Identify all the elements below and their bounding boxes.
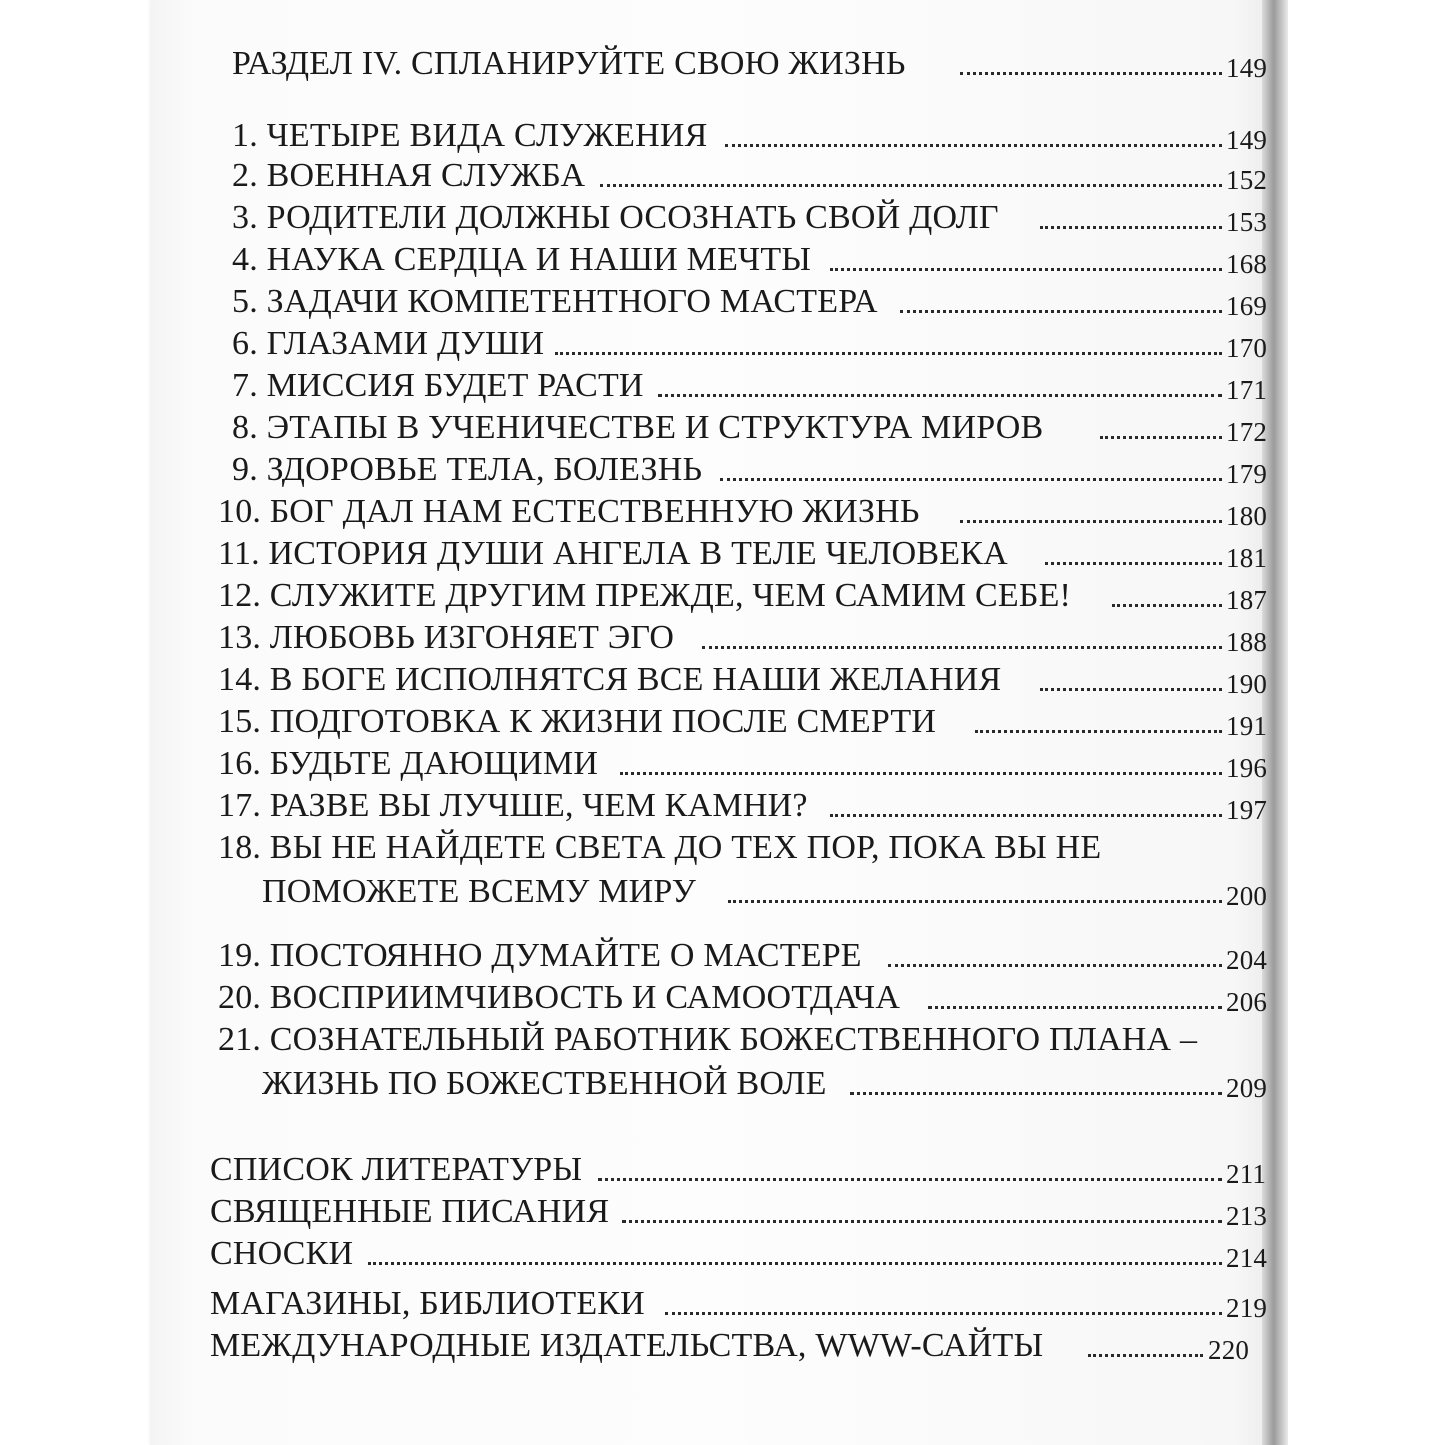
dot-leader (850, 1072, 1222, 1095)
toc-entry (0, 534, 1445, 574)
page-number: 206 (1226, 987, 1268, 1017)
toc-entry-multiline (0, 828, 1445, 912)
toc-entry (0, 492, 1445, 532)
toc-entry (0, 408, 1445, 448)
toc-entry-text: 17. РАЗВЕ ВЫ ЛУЧШЕ, ЧЕМ КАМНИ? (218, 787, 808, 824)
appendix-entry-text: МАГАЗИНЫ, БИБЛИОТЕКИ (210, 1285, 645, 1322)
page-number: 204 (1226, 945, 1268, 975)
toc-entry (0, 978, 1445, 1018)
page-number: 149 (1226, 125, 1268, 155)
toc-entry-text: 5. ЗАДАЧИ КОМПЕТЕНТНОГО МАСТЕРА (232, 283, 878, 320)
dot-leader (960, 52, 1222, 75)
toc-entry-text: 3. РОДИТЕЛИ ДОЛЖНЫ ОСОЗНАТЬ СВОЙ ДОЛГ (232, 199, 999, 236)
dot-leader (1112, 584, 1222, 607)
dot-leader (600, 164, 1222, 187)
page-number: 168 (1226, 249, 1268, 279)
toc-entry-text: 1. ЧЕТЫРЕ ВИДА СЛУЖЕНИЯ (232, 117, 708, 154)
dot-leader (1088, 1334, 1203, 1357)
toc-entry-text: 18. ВЫ НЕ НАЙДЕТЕ СВЕТА ДО ТЕХ ПОР, ПОКА ВЫ НЕ (218, 829, 1102, 866)
page-number: 179 (1226, 459, 1268, 489)
toc-entry-text-continued: ЖИЗНЬ ПО БОЖЕСТВЕННОЙ ВОЛЕ (262, 1065, 827, 1102)
page-number: 171 (1226, 375, 1268, 405)
page-number: 219 (1226, 1293, 1268, 1323)
dot-leader (702, 626, 1222, 649)
toc-entry-text: 19. ПОСТОЯННО ДУМАЙТЕ О МАСТЕРЕ (218, 937, 862, 974)
page-number: 149 (1226, 53, 1268, 83)
page-number: 211 (1226, 1159, 1267, 1189)
page-number: 209 (1226, 1073, 1268, 1103)
toc-entry (0, 198, 1445, 238)
toc-entry (0, 282, 1445, 322)
dot-leader (928, 986, 1222, 1009)
dot-leader (1045, 542, 1222, 565)
dot-leader (830, 794, 1222, 817)
toc-entry (0, 936, 1445, 976)
toc-entry-text: 2. ВОЕННАЯ СЛУЖБА (232, 157, 586, 194)
dot-leader (728, 880, 1222, 903)
page-number: 181 (1226, 543, 1268, 573)
appendix-entry-text: МЕЖДУНАРОДНЫЕ ИЗДАТЕЛЬСТВА, WWW-САЙТЫ (210, 1327, 1044, 1364)
toc-entry-text: 21. СОЗНАТЕЛЬНЫЙ РАБОТНИК БОЖЕСТВЕННОГО ПЛАНА – (218, 1021, 1198, 1058)
toc-entry-text: 7. МИССИЯ БУДЕТ РАСТИ (232, 367, 644, 404)
page-number: 196 (1226, 753, 1268, 783)
dot-leader (665, 1292, 1222, 1315)
page-number: 172 (1226, 417, 1268, 447)
page-number: 152 (1226, 165, 1268, 195)
toc-entry-text: 15. ПОДГОТОВКА К ЖИЗНИ ПОСЛЕ СМЕРТИ (218, 703, 937, 740)
page-number: 191 (1226, 711, 1268, 741)
toc-entry-text: 8. ЭТАПЫ В УЧЕНИЧЕСТВЕ И СТРУКТУРА МИРОВ (232, 409, 1044, 446)
page-number: 220 (1208, 1335, 1250, 1365)
dot-leader (1040, 668, 1222, 691)
appendix-entry (0, 1284, 1445, 1324)
toc-entry-text-continued: ПОМОЖЕТЕ ВСЕМУ МИРУ (262, 873, 696, 910)
page-number: 197 (1226, 795, 1268, 825)
toc-entry-text: 11. ИСТОРИЯ ДУШИ АНГЕЛА В ТЕЛЕ ЧЕЛОВЕКА (218, 535, 1008, 572)
page-number: 214 (1226, 1243, 1268, 1273)
toc-entry-text: 13. ЛЮБОВЬ ИЗГОНЯЕТ ЭГО (218, 619, 675, 656)
toc-entry (0, 156, 1445, 196)
toc-entry (0, 660, 1445, 700)
toc-entry-text: 16. БУДЬТЕ ДАЮЩИМИ (218, 745, 599, 782)
dot-leader (1100, 416, 1222, 439)
toc-entry-text: 6. ГЛАЗАМИ ДУШИ (232, 325, 545, 362)
appendix-entry (0, 1150, 1445, 1190)
page-number: 213 (1226, 1201, 1268, 1231)
dot-leader (658, 374, 1222, 397)
section-heading-text: РАЗДЕЛ IV. СПЛАНИРУЙТЕ СВОЮ ЖИЗНЬ (232, 45, 906, 82)
toc-entry-text: 12. СЛУЖИТЕ ДРУГИМ ПРЕЖДЕ, ЧЕМ САМИМ СЕБЕ! (218, 577, 1072, 614)
page-number: 170 (1226, 333, 1268, 363)
toc-entry-text: 4. НАУКА СЕРДЦА И НАШИ МЕЧТЫ (232, 241, 812, 278)
dot-leader (830, 248, 1222, 271)
appendix-entry (0, 1326, 1445, 1366)
appendix-entry-text: СВЯЩЕННЫЕ ПИСАНИЯ (210, 1193, 610, 1230)
page-number: 153 (1226, 207, 1268, 237)
dot-leader (620, 752, 1222, 775)
toc-entry (0, 450, 1445, 490)
appendix-entry-text: СПИСОК ЛИТЕРАТУРЫ (210, 1151, 583, 1188)
dot-leader (960, 500, 1222, 523)
dot-leader (622, 1200, 1222, 1223)
section-heading (0, 44, 1445, 84)
toc-entry (0, 744, 1445, 784)
toc-entry (0, 366, 1445, 406)
dot-leader (555, 332, 1222, 355)
toc-entry-text: 14. В БОГЕ ИСПОЛНЯТСЯ ВСЕ НАШИ ЖЕЛАНИЯ (218, 661, 1002, 698)
dot-leader (598, 1158, 1222, 1181)
toc-entry-text: 20. ВОСПРИИМЧИВОСТЬ И САМООТДАЧА (218, 979, 901, 1016)
page-number: 190 (1226, 669, 1268, 699)
dot-leader (888, 944, 1222, 967)
toc-entry (0, 786, 1445, 826)
dot-leader (368, 1242, 1222, 1265)
toc-entry-text: 9. ЗДОРОВЬЕ ТЕЛА, БОЛЕЗНЬ (232, 451, 703, 488)
page-number: 187 (1226, 585, 1268, 615)
dot-leader (1040, 206, 1222, 229)
dot-leader (975, 710, 1222, 733)
toc-entry (0, 240, 1445, 280)
appendix-entry (0, 1234, 1445, 1274)
toc-entry (0, 116, 1445, 156)
page-number: 180 (1226, 501, 1268, 531)
toc-entry (0, 702, 1445, 742)
toc-entry (0, 576, 1445, 616)
dot-leader (720, 458, 1222, 481)
page-number: 200 (1226, 881, 1268, 911)
page-number: 188 (1226, 627, 1268, 657)
page-number: 169 (1226, 291, 1268, 321)
appendix-entry (0, 1192, 1445, 1232)
toc-entry-text: 10. БОГ ДАЛ НАМ ЕСТЕСТВЕННУЮ ЖИЗНЬ (218, 493, 920, 530)
appendix-entry-text: СНОСКИ (210, 1235, 354, 1272)
dot-leader (900, 290, 1222, 313)
toc-entry (0, 324, 1445, 364)
toc-entry-multiline (0, 1020, 1445, 1104)
dot-leader (725, 124, 1222, 147)
toc-entry (0, 618, 1445, 658)
